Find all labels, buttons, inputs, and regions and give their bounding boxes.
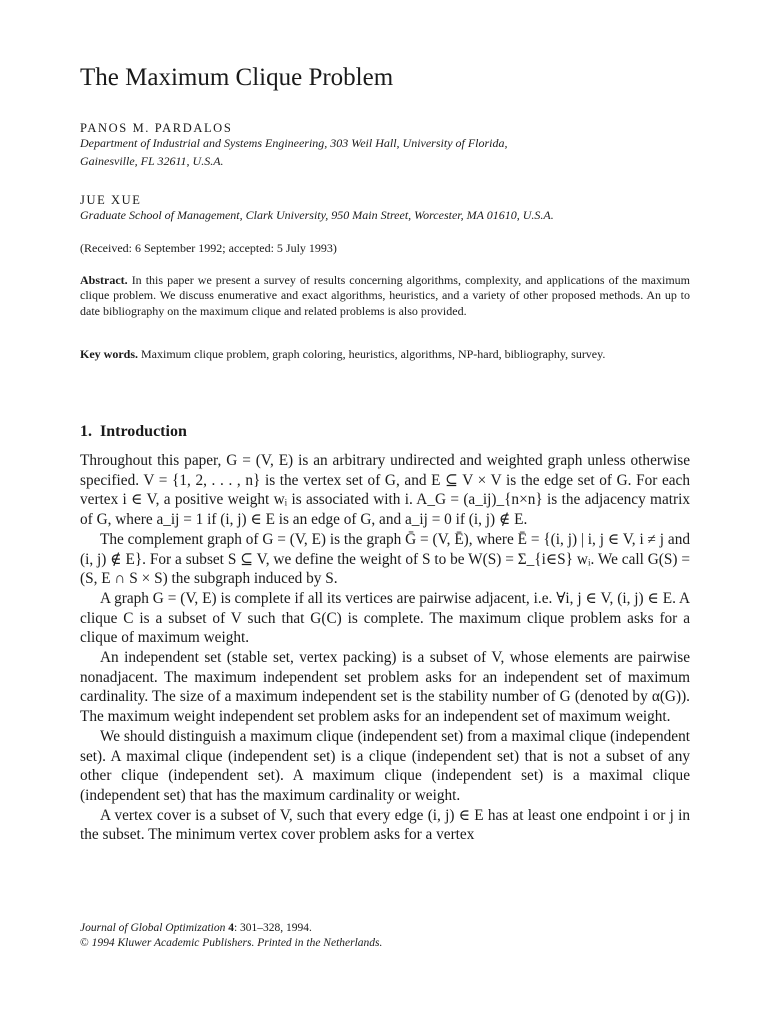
- paragraph: Throughout this paper, G = (V, E) is an arbitrary undirected and weighted graph unless otherwise specified. V = {1, 2, . . . , n} is the vertex set of G, and E ⊆ V × V is the edge set of G. For each vertex i ∈ V, a positive weight wᵢ is associated with i. A_G = (a_ij)_{n×n} is the adjacency matrix of G, where a_ij = 1 if (i, j) ∈ E is an edge of G, and a_ij = 0 if (i, j) ∉ E.: [80, 452, 690, 529]
- paragraph: A vertex cover is a subset of V, such that every edge (i, j) ∈ E has at least one endpoint i or j in the subset. The minimum vertex cover problem asks for a vertex: [80, 806, 690, 844]
- journal-citation: [80, 921, 382, 936]
- author-affiliation-2: [80, 206, 554, 224]
- author-name-1: PANOS M. PARDALOS: [80, 121, 233, 135]
- keywords-text: Maximum clique problem, graph coloring, heuristics, algorithms, NP-hard, bibliography, survey.: [138, 347, 606, 361]
- author-affiliation-1: [80, 134, 508, 170]
- abstract-label: Abstract.: [80, 273, 128, 287]
- journal-pages: : 301–328, 1994.: [233, 922, 312, 934]
- affiliation-line: Graduate School of Management, Clark University, 950 Main Street, Worcester, MA 01610, U.S.A.: [80, 208, 554, 222]
- section-body: [80, 451, 690, 845]
- affiliation-line: Department of Industrial and Systems Engineering, 303 Weil Hall, University of Florida,: [80, 136, 508, 150]
- journal-footer: [80, 921, 382, 951]
- received-dates: (Received: 6 September 1992; accepted: 5 July 1993): [80, 241, 337, 255]
- copyright-line: [80, 936, 382, 951]
- journal-name: Journal of Global Optimization: [80, 922, 226, 934]
- abstract-text: In this paper we present a survey of results concerning algorithms, complexity, and applications of the maximum clique problem. We discuss enumerative and exact algorithms, heuristics, and a variety of other proposed methods. An up to date bibliography on the maximum clique and related problems is also provided.: [80, 273, 690, 318]
- section-number: 1.: [80, 423, 92, 440]
- abstract: [80, 273, 690, 319]
- paper-title: The Maximum Clique Problem: [80, 64, 394, 91]
- copyright-text: 1994 Kluwer Academic Publishers. Printed in the Netherlands.: [88, 937, 383, 949]
- paragraph: An independent set (stable set, vertex packing) is a subset of V, whose elements are pairwise nonadjacent. The maximum independent set problem asks for an independent set of maximum cardinality. The size of a maximum independent set is the stability number of G (denoted by α(G)). The maximum weight independent set problem asks for an independent set of maximum weight.: [80, 649, 690, 726]
- copyright-icon: ©: [80, 937, 89, 949]
- paragraph: A graph G = (V, E) is complete if all its vertices are pairwise adjacent, i.e. ∀i, j ∈ V, (i, j) ∈ E. A clique C is a subset of V such that G(C) is complete. The maximum clique problem asks for a clique of maximum weight.: [80, 589, 690, 647]
- section-title: Introduction: [100, 423, 187, 440]
- section-heading: [80, 423, 187, 441]
- paragraph: We should distinguish a maximum clique (independent set) from a maximal clique (independent set). A maximal clique (independent set) is a clique (independent set) that is not a subset of any other clique (independent set). A maximum clique (independent set) is a maximal clique (independent set) that has the maximum cardinality or weight.: [80, 727, 690, 804]
- affiliation-line: Gainesville, FL 32611, U.S.A.: [80, 154, 224, 168]
- author-name-2: JUE XUE: [80, 193, 142, 207]
- journal-volume: 4: [228, 922, 234, 934]
- keywords-label: Key words.: [80, 347, 138, 361]
- paragraph: The complement graph of G = (V, E) is the graph Ḡ = (V, Ē), where Ē = {(i, j) | i, j ∈ V, i ≠ j and (i, j) ∉ E}. For a subset S ⊆ V, we define the weight of S to be W(S) = Σ_{i∈S} wᵢ. We call G(S) = (S, E ∩ S × S) the subgraph induced by S.: [80, 530, 690, 588]
- keywords: [80, 347, 690, 362]
